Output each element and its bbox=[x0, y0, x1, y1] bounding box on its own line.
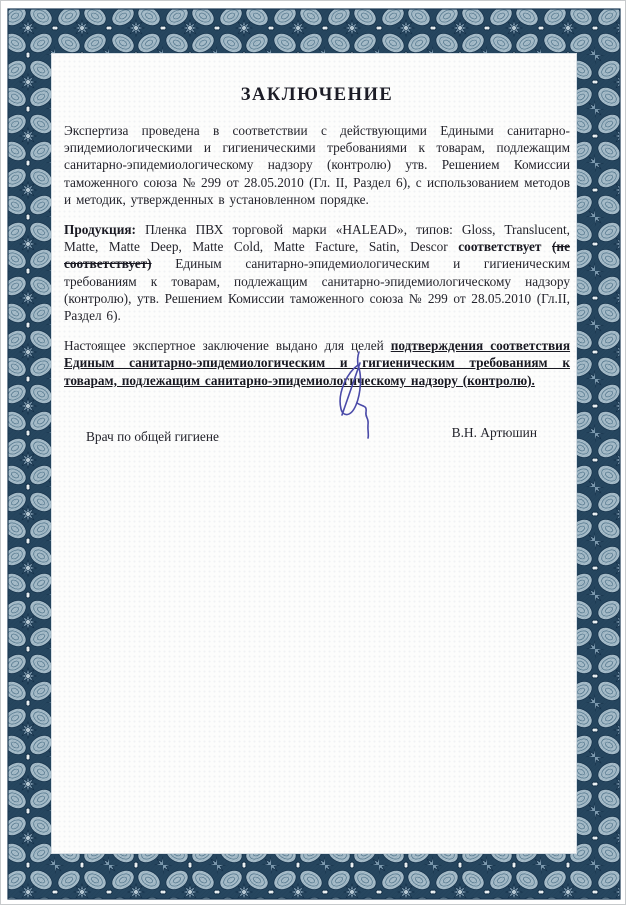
document-body bbox=[52, 54, 576, 853]
signature-row bbox=[64, 424, 570, 445]
purpose-paragraph bbox=[64, 337, 570, 389]
product-paragraph bbox=[64, 221, 570, 324]
product-label: Продукция: bbox=[64, 222, 136, 238]
signatory-role: Врач по общей гигиене bbox=[86, 428, 219, 444]
document-title: ЗАКЛЮЧЕНИЕ bbox=[240, 85, 394, 105]
purpose-lead: Настоящее экспертное заключение выдано для целей bbox=[64, 338, 391, 354]
product-tail: Единым санитарно-эпидемиологическим и гигиеническим требованиям к товарам, подлежащим санитарно-эпидемиологическому надзору (контролю), утв. Решением Комиссии таможенного союза № 299 от 28.05.2010 (Гл.II, Раздел 6). bbox=[64, 256, 570, 324]
product-verdict-struck: (не соответствует) bbox=[64, 239, 570, 272]
product-verdict: соответствует bbox=[458, 239, 552, 255]
product-description: Пленка ПВХ торговой марки «HALEAD», типов: Gloss, Translucent, Matte, Matte Deep, Matte Cold, Matte Facture, Satin, Descor bbox=[64, 222, 570, 255]
purpose-emphasis: подтверждения соответствия Единым санитарно-эпидемиологическим и гигиеническим требованиям к товарам, подлежащим санитарно-эпидемиологическому надзору (контролю). bbox=[64, 338, 571, 388]
handwritten-signature-icon bbox=[321, 349, 385, 443]
signatory-name: В.Н. Артюшин bbox=[451, 424, 537, 440]
intro-paragraph bbox=[64, 122, 570, 208]
intro-text: Экспертиза проведена в соответствии с действующими Едиными санитарно-эпидемиологическими и гигиеническими требованиями к товарам, подлежащим санитарно-эпидемиологическому надзору (контролю) утв. Решением Комиссии таможенного союза № 299 от 28.05.2010 (Гл. II, Раздел 6), с использованием методов и методик, утвержденных в установленном порядке. bbox=[64, 123, 570, 207]
